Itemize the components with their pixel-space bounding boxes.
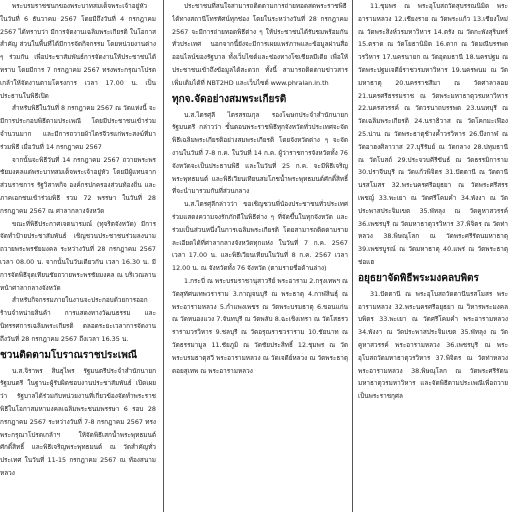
column-divider [163, 0, 164, 512]
paragraph: น.ส.จิราพร สินธุไพร รัฐมนตรีประจำสำนักนายกรัฐมนตรี ในฐานะผู้รับผิดชอบงานประชาสัมพันธ์ เปิดเผยว่า รัฐบาลได้ร่วมกับหน่วยงานที่เกี่ยวข้องจัดทำพระราชพิธีในโอกาสมหามงคลเฉลิมพระชนมพรรษา 6 รอบ 28 กรกฎาคม 2567 ระหว่างวันที่ 7-8 กรกฎาคม 2567 ทรงพระกรุณาโปรดเกล้าฯ ให้จัดพิธีเสกน้ำพระพุทธมนต์ศักดิ์สิทธิ์ และพิธีเจริญพระพุทธมนต์ ณ วัดสำคัญทั่วประเทศ ในวันที่ 11-15 กรกฎาคม 2567 ณ ท้องสนามหลวง [0, 366, 156, 477]
section-heading: ชวนติดตามโบราณราชประเพณี [0, 349, 138, 361]
paragraph: พระบรมราชชนกของพระบาทสมเด็จพระเจ้าอยู่หัว ในวันที่ 6 ธันวาคม 2567 โดยมีถึงวันที่ 4 กรกฎาคม 2567 ได้ทราบว่า มีการจัดงานเฉลิมพระเกียรติ ในโอกาสสำคัญ ส่วนในพื้นที่ได้มีการจัดกิจกรรม โดยหน่วยงานต่าง ๆ ร่วมกัน เพื่อประชาสัมพันธ์การจัดงานให้ประชาชนได้ทราบ โดยมีการ 7 กรกฎาคม 2567 ทรงพระกรุณาโปรดเกล้าให้จัดงานตามโครงการ เวลา 17.00 น. เป็นประธานในพิธีเปิด [0, 2, 156, 100]
column-2 [172, 0, 348, 512]
column-divider [352, 0, 353, 512]
paragraph: สำหรับกิจกรรมภายในงานจะประกอบด้วยการออกร้านจำหน่ายสินค้า การแสดงทางวัฒนธรรม และนิทรรศการเฉลิมพระเกียรติ ตลอดระยะเวลาการจัดงาน ถึงวันที่ 28 กรกฎาคม 2567 ถึงเวลา 16.35 น. [0, 296, 156, 343]
column-3 [358, 0, 508, 512]
paragraph: ขณะที่พิธีประกาศเจตนารมณ์ (ทุจริตจังหวัด) มีการจัดทำป้ายประชาสัมพันธ์ เชิญชวนประชาชนร่วมลงนามถวายพระพรชัยมงคล ระหว่างวันที่ 28 กรกฎาคม 2567 เวลา 08.00 น. จากนั้นในวันเดียวกัน เวลา 16.30 น. มีการจัดพิธีจุดเทียนชัยถวายพระพรชัยมงคล ณ บริเวณลานหน้าศาลากลางจังหวัด [0, 219, 156, 292]
paragraph: ประชาชนที่สนใจสามารถติดตามการถ่ายทอดสดพระราชพิธีได้ทางสถานีโทรทัศน์ทุกช่อง โดยในระหว่างวันที่ 28 กรกฎาคม 2567 จะมีการถ่ายทอดพิธีต่าง ๆ ให้ประชาชนได้รับชมพร้อมกันทั่วประเทศ นอกจากนี้ยังจะมีการเผยแพร่ภาพและข้อมูลผ่านสื่อออนไลน์ของรัฐบาล ทั้งเว็บไซต์และช่องทางโซเชียลมีเดีย เพื่อให้ประชาชนเข้าถึงข้อมูลได้สะดวก ทั้งนี้ สามารถติดตามข่าวสารเพิ่มเติมได้ที่ NBT2HD และเว็บไซต์ www.phralan.in.th [172, 2, 348, 87]
column-1 [0, 0, 156, 512]
paragraph: น.ส.ไตรศุลีกล่าวว่า ขอเชิญชวนพี่น้องประชาชนทั่วประเทศ ร่วมแสดงความจงรักภักดีในพิธีต่าง ๆ ที่จัดขึ้นในทุกจังหวัด และร่วมเป็นส่วนหนึ่งในการเฉลิมพระเกียรติ โดยสามารถติดตามรายละเอียดได้ที่ศาลากลางจังหวัดทุกแห่ง ในวันที่ 7 ก.ค. 2567 เวลา 17.00 น. และพิธีเวียนเทียนในวันที่ 8 ก.ค. 2567 เวลา 12.00 น. ณ จังหวัดทั้ง 76 จังหวัด (ตามรายชื่อด้านล่าง) [172, 200, 348, 273]
paragraph: จากนั้นจะพิธีวันที่ 14 กรกฎาคม 2567 ถวายพระพรชัยมงคลแด่พระบาทสมเด็จพระเจ้าอยู่หัว โดยมีผู้แทนจากส่วนราชการ รัฐวิสาหกิจ องค์กรปกครองส่วนท้องถิ่น และภาคเอกชนเข้าร่วมพิธี รวม 72 พรรษา ในวันที่ 28 กรกฎาคม 2567 ณ ศาลากลางจังหวัด [0, 155, 156, 215]
paragraph: น.ส.ไตรศุลี ไตรสรณกุล รองโฆษกประจำสำนักนายกรัฐมนตรี กล่าวว่า ขั้นตอนพระราชพิธีทุกจังหวัดทั่วประเทศจะจัดพิธีเฉลิมพระเกียรติอย่างสมพระเกียรติ โดยจังหวัดต่าง ๆ จะจัดงานในวันที่ 7-8 ก.ค. ในวันที่ 14 ก.ค. ผู้ว่าราชการจังหวัดทั้ง 76 จังหวัดจะเป็นประธานพิธี และในวันที่ 25 ก.ค. จะมีพิธีเจริญพระพุทธมนต์ และพิธีเวียนเทียนสมโภชน้ำพระพุทธมนต์ศักดิ์สิทธิ์ที่จะนำมารวมกันที่ส่วนกลาง [172, 110, 348, 196]
section-heading: อยุธยาจัดพิธีพระมงคลบพิตร [358, 272, 479, 284]
paragraph: 11.ชุมพร ณ พระอุโบสถวัดสุบรรณนิมิต พระอารามหลวง 12.เชียงราย ณ วัดพระแก้ว 13.เชียงใหม่ ณ วัดพระสิงห์วรมหาวิหาร 14.ตรัง ณ วัดกะพังสุรินทร์ 15.ตราด ณ วัดโยธานิมิต 16.ตาก ณ วัดมณีบรรพตวรวิหาร 17.นครนายก ณ วัดอุดมธานี 18.นครปฐม ณ วัดพระปฐมเจดีย์ราชวรมหาวิหาร 19.นครพนม ณ วัดมหาธาตุ 20.นครราชสีมา ณ วัดศาลาลอย 21.นครศรีธรรมราช ณ วัดพระมหาธาตุวรมหาวิหาร 22.นครสวรรค์ ณ วัดวรนาถบรรพต 23.นนทบุรี ณ วัดเฉลิมพระเกียรติ 24.นราธิวาส ณ วัดโคกมะเฟือง 25.น่าน ณ วัดพระธาตุช้างค้ำวรวิหาร 26.บึงกาฬ ณ วัดอาฮงศิลาวาส 27.บุรีรัมย์ ณ วัดกลาง 28.ปทุมธานี ณ วัดโบสถ์ 29.ประจวบคีรีขันธ์ ณ วัดธรรมิการาม 30.ปราจีนบุรี ณ วัดแก้วพิจิตร 31.ปัตตานี ณ วัดตานีนรสโมสร 32.พระนครศรีอยุธยา ณ วัดพระศรีสรรเพชญ์ 33.พะเยา ณ วัดศรีโคมคำ 34.พังงา ณ วัดประพาสประจิมเขต 35.พัทลุง ณ วัดคูหาสวรรค์ 36.เพชรบุรี ณ วัดมหาธาตุวรวิหาร 37.พิจิตร ณ วัดท่าหลวง 38.พิษณุโลก ณ วัดพระศรีรัตนมหาธาตุ 39.เพชรบูรณ์ ณ วัดมหาธาตุ 40.แพร่ ณ วัดพระธาตุช่อแฮ [358, 2, 508, 266]
paragraph: 31.ปัตตานี ณ พระอุโบสถวัดตานีนรสโมสร พระอารามหลวง 32.พระนครศรีอยุธยา ณ วิหารพระมงคลบพิตร 33.พะเยา ณ วัดศรีโคมคำ พระอารามหลวง 34.พังงา ณ วัดประพาสประจิมเขต 35.พัทลุง ณ วัดคูหาสวรรค์ พระอารามหลวง 36.เพชรบุรี ณ พระอุโบสถวัดมหาธาตุวรวิหาร 37.พิจิตร ณ วัดท่าหลวง พระอารามหลวง 38.พิษณุโลก ณ วัดพระศรีรัตนมหาธาตุวรมหาวิหาร และจัดพิธีตามประเพณีเพื่อถวายเป็นพระราชกุศล [358, 289, 508, 401]
section-heading: ทุกจ.จัดอย่างสมพระเกียรติ [172, 93, 287, 105]
paragraph: 1.กระบี่ ณ พระบรมราชานุสาวรีย์ พระอาราม 2.กรุงเทพฯ ณ วัดสุทัศนเทพวราราม 3.กาญจนบุรี ณ พระธาตุ 4.กาฬสินธุ์ ณ พระอารามหลวง 5.กำแพงเพชร ณ วัดพระบรมธาตุ 6.ขอนแก่น ณ วัดหนองแวง 7.จันทบุรี ณ วัดพลับ 8.ฉะเชิงเทรา ณ วัดโสธรวรารามวรวิหาร 9.ชลบุรี ณ วัดอรุณราชวราราม 10.ชัยนาท ณ วัดธรรมามูล 11.ชัยภูมิ ณ วัดชัยประสิทธิ์ 12.ชุมพร ณ วัดพระบรมธาตุสวี พระอารามหลวง ณ วัดเจดีย์หลวง ณ วัดพระธาตุดอยสุเทพ ณ พระอารามหลวง [172, 276, 348, 375]
paragraph: สำหรับพิธีในวันที่ 8 กรกฎาคม 2567 ณ วัดแห่งนี้ จะมีการประกอบพิธีตามประเพณี โดยมีประชาชนเข้าร่วมจำนวนมาก และมีการถวายผ้าไตรจีวรแก่พระสงฆ์ที่มาร่วมพิธี เมื่อวันที่ 14 กรกฎาคม 2567 [0, 104, 156, 151]
